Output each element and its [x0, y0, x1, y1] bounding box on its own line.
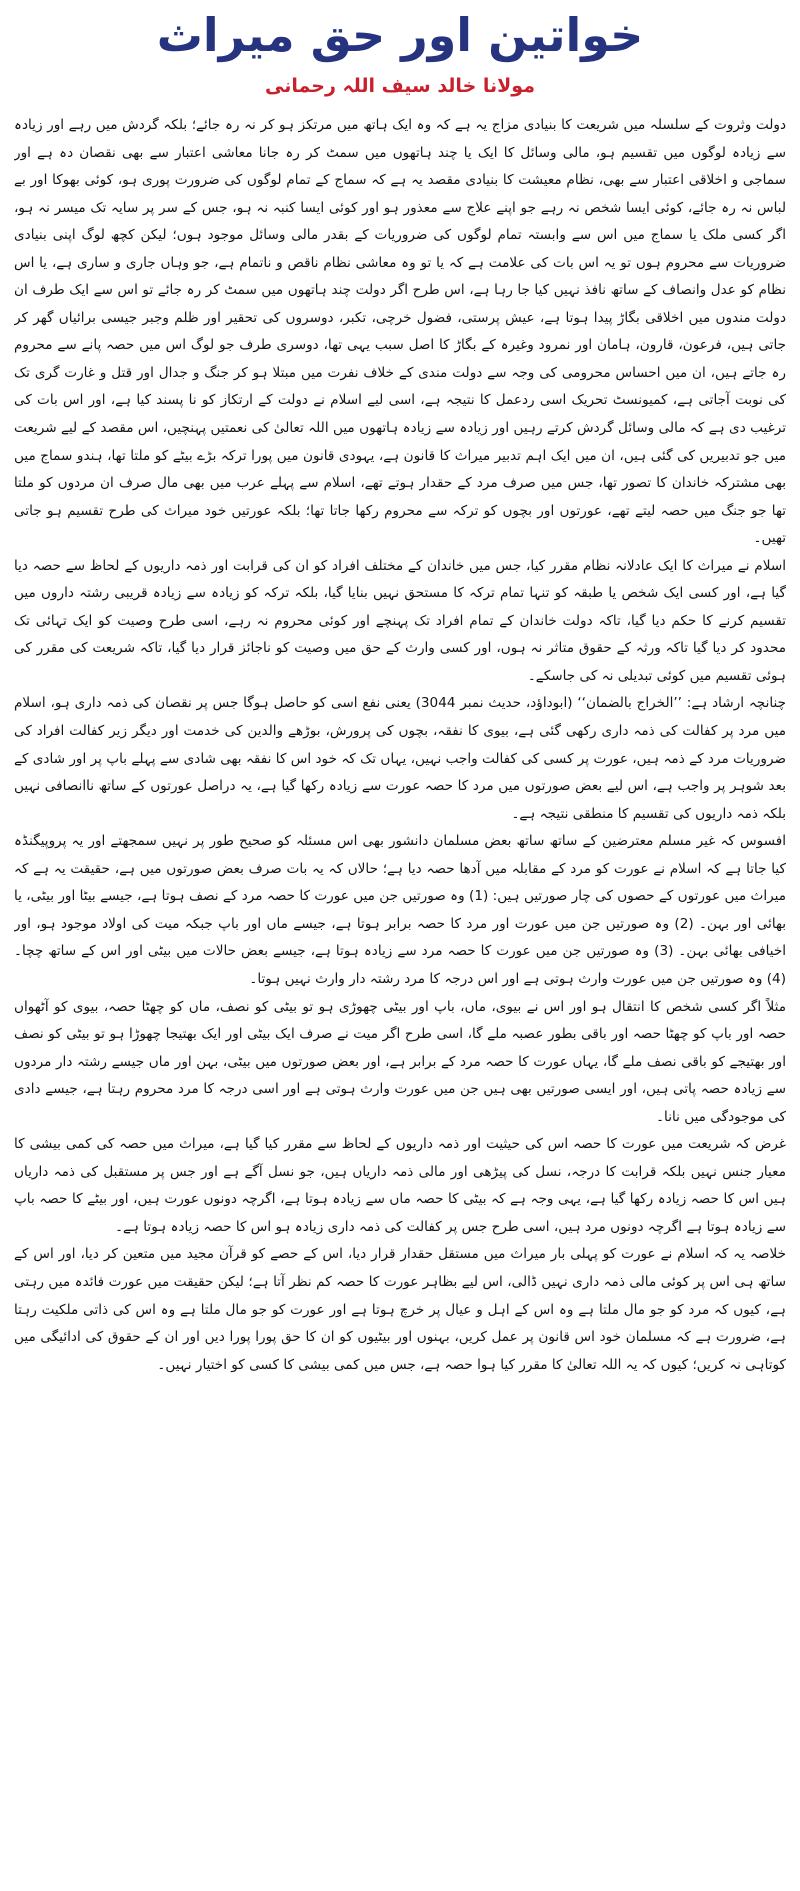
author-byline: مولانا خالد سیف اللہ رحمانی: [265, 75, 535, 97]
article-title: خواتین اور حق میراث: [156, 8, 644, 62]
article-paragraph: مثلاً اگر کسی شخص کا انتقال ہو اور اس نے بیوی، ماں، باپ اور بیٹی چھوڑی ہو تو بیٹی کو نصف، ماں کو چھٹا حصہ، بیوی کو آٹھواں حصہ اور باپ کو چھٹا حصہ اور باقی بطور عصبہ ملے گا، اسی طرح اگر میت نے صرف ایک بیٹی اور ایک بھتیجا چھوڑا ہو تو بیٹی کو نصف اور بھتیجے کو باقی نصف ملے گا، یہاں عورت کا حصہ مرد کے برابر ہے، اور بعض صورتوں میں بیٹی، بہن اور ماں جیسے رشتہ دار مردوں سے زیادہ حصہ پاتی ہیں، اور ایسی صورتیں بھی ہیں جن میں عورت وارث ہوتی ہے اور اسی درجہ کا مرد محروم رہتا ہے، جیسے دادی کی موجودگی میں نانا۔: [14, 998, 786, 1125]
article-paragraph: دولت وثروت کے سلسلہ میں شریعت کا بنیادی مزاج یہ ہے کہ وہ ایک ہاتھ میں مرتکز ہو کر نہ رہ جائے؛ بلکہ گردش میں رہے اور زیادہ سے زیادہ لوگوں میں تقسیم ہو، مالی وسائل کا ایک یا چند ہاتھوں میں سمٹ کر رہ جانا معاشی اعتبار سے بھی نقصان دہ ہے اور سماجی و اخلاقی اعتبار سے بھی، نظام معیشت کا بنیادی مقصد یہ ہے کہ سماج کے تمام لوگوں کی ضرورت پوری ہو، کوئی بھوکا اور بے لباس نہ رہ جائے، کوئی ایسا شخص نہ رہے جو اپنے علاج سے معذور ہو اور کوئی ایسا کنبہ نہ ہو، جس کے سر پر سایہ تک میسر نہ ہو، اگر کسی ملک یا سماج میں اس سے وابستہ تمام لوگوں کی ضروریات کے بقدر مالی وسائل موجود ہوں؛ لیکن کچھ لوگ اپنی بنیادی ضروریات سے محروم ہوں تو یہ اس بات کی علامت ہے کہ یا تو وہ معاشی نظام ناقص و ناتمام ہے، جو وہاں جاری و ساری ہے، یا اس نظام کو عدل وانصاف کے ساتھ نافذ نہیں کیا جا رہا ہے، اس طرح اگر دولت چند ہاتھوں میں سمٹ کر رہ جائے تو اس سے ایک طرف ان دولت مندوں میں اخلاقی بگاڑ پیدا ہوتا ہے، عیش پرستی، فضول خرچی، تکبر، دوسروں کی تحقیر اور ظلم وجبر جیسی برائیاں گھر کر جاتی ہیں، فرعون، قارون، ہامان اور نمرود وغیرہ کے بگاڑ کا اصل سبب یہی تھا، دوسری طرف جو لوگ اس میں حصہ پانے سے محروم رہ جاتے ہیں، ان میں احساس محرومی کی وجہ سے دولت مندی کے خلاف نفرت میں مبتلا ہو کر جنگ و جدال اور قتل و غارت گری تک کی نوبت آجاتی ہے، کمیونسٹ تحریک اسی ردعمل کا نتیجہ ہے، اسی لیے اسلام نے دولت کے ارتکاز کو نا پسند کیا ہے، اور اس بات کی ترغیب دی ہے کہ مالی وسائل گردش کرتے رہیں اور زیادہ سے زیادہ ہاتھوں میں اللہ تعالیٰ کی نعمتیں پہنچیں، اس مقصد کے لیے شریعت میں جو تدبیریں کی گئی ہیں، ان میں ایک اہم تدبیر میراث کا قانون ہے، یہودی قانون میں پورا ترکہ بڑے بیٹے کو ملتا تھا، ہندو سماج میں بھی مشترکہ خاندان کا تصور تھا، جس میں صرف مرد کے حقدار ہوتے تھے، اسلام سے پہلے عرب میں بھی مال صرف ان مردوں کو ملتا تھا جو جنگ میں حصہ لیتے تھے، عورتوں اور بچوں کو ترکہ سے محروم رکھا جاتا تھا؛ بلکہ عورتیں خود میراث کی طرح تقسیم ہو جاتی تھیں۔: [14, 117, 786, 547]
article-paragraph: چنانچہ ارشاد ہے: ’’الخراج بالضمان‘‘ (ابوداؤد، حدیث نمبر 3044) یعنی نفع اسی کو حاصل ہوگا جس پر نقصان کی ذمہ داری ہو، اسلام میں مرد پر کفالت کی ذمہ داری رکھی گئی ہے، بیوی کا نفقہ، بچوں کی پرورش، بوڑھے والدین کی خدمت اور دیگر زیر کفالت افراد کی ضروریات مرد کے ذمہ ہیں، عورت پر کسی کی کفالت واجب نہیں، یہاں تک کہ خود اس کا نفقہ بھی شادی سے پہلے باپ پر اور شادی کے بعد شوہر پر واجب ہے، اس لیے بعض صورتوں میں مرد کا حصہ عورت سے زیادہ رکھا گیا ہے، یہ دراصل عورتوں کے ساتھ ناانصافی نہیں بلکہ ذمہ داریوں کی تقسیم کا منطقی نتیجہ ہے۔: [14, 695, 786, 822]
article-paragraph: افسوس کہ غیر مسلم معترضین کے ساتھ ساتھ بعض مسلمان دانشور بھی اس مسئلہ کو صحیح طور پر نہیں سمجھتے اور یہ پروپیگنڈہ کیا جاتا ہے کہ اسلام نے عورت کو مرد کے مقابلہ میں آدھا حصہ دیا ہے؛ حالاں کہ یہ بات صرف بعض صورتوں میں ہے، حقیقت یہ ہے کہ میراث میں عورتوں کے حصوں کی چار صورتیں ہیں: (1) وہ صورتیں جن میں عورت کا حصہ مرد کے نصف ہوتا ہے، جیسے بیٹا اور بیٹی، یا بھائی اور بہن۔ (2) وہ صورتیں جن میں عورت اور مرد کا حصہ برابر ہوتا ہے، جیسے ماں اور باپ جبکہ میت کی اولاد موجود ہو، اور اخیافی بھائی بہن۔ (3) وہ صورتیں جن میں عورت کا حصہ مرد سے زیادہ ہوتا ہے، جیسے بعض حالات میں بیٹی اور اس کے ساتھ چچا۔ (4) وہ صورتیں جن میں عورت وارث ہوتی ہے اور اس درجہ کا مرد رشتہ دار وارث نہیں ہوتا۔: [14, 833, 786, 987]
article-body: [14, 112, 786, 1884]
article-paragraph: غرض کہ شریعت میں عورت کا حصہ اس کی حیثیت اور ذمہ داریوں کے لحاظ سے مقرر کیا گیا ہے، میراث میں حصہ کی کمی بیشی کا معیار جنس نہیں بلکہ قرابت کا درجہ، نسل کی پیڑھی اور مالی ذمہ داریاں ہیں، جو نسل آگے ہے اور جس پر مستقبل کی ذمہ داریاں ہیں اس کا حصہ زیادہ رکھا گیا ہے، یہی وجہ ہے کہ بیٹی کا حصہ ماں سے زیادہ ہوتا ہے، اگرچہ دونوں عورت ہیں، اور بیٹے کا حصہ باپ سے زیادہ ہوتا ہے اگرچہ دونوں مرد ہیں، اسی طرح جس پر کفالت کی ذمہ داری زیادہ ہو اس کا حصہ زیادہ ہوتا ہے۔: [14, 1136, 786, 1235]
article-paragraph: اسلام نے میراث کا ایک عادلانہ نظام مقرر کیا، جس میں خاندان کے مختلف افراد کو ان کی قرابت اور ذمہ داریوں کے لحاظ سے حصہ دیا گیا ہے، اور کسی ایک شخص یا طبقہ کو تنہا تمام ترکہ کا مستحق نہیں بنایا گیا، بلکہ ترکہ کو زیادہ سے زیادہ قریبی رشتہ داروں میں تقسیم کرنے کا حکم دیا گیا، تاکہ دولت خاندان کے تمام افراد تک پہنچے اور کوئی محروم نہ رہے، اسی طرح وصیت کو ایک تہائی تک محدود کر دیا گیا تاکہ ورثہ کے حقوق متاثر نہ ہوں، اور کسی وارث کے حق میں وصیت کو ناجائز قرار دیا گیا، تاکہ شریعت کی مقرر کی ہوئی تقسیم میں کوئی تبدیلی نہ کی جاسکے۔: [14, 557, 786, 684]
article-paragraph: خلاصہ یہ کہ اسلام نے عورت کو پہلی بار میراث میں مستقل حقدار قرار دیا، اس کے حصے کو قرآن مجید میں متعین کر دیا، اور اس کے ساتھ ہی اس پر کوئی مالی ذمہ داری نہیں ڈالی، اس لیے بظاہر عورت کا حصہ کم نظر آتا ہے؛ لیکن حقیقت میں عورت فائدہ میں رہتی ہے، کیوں کہ مرد کو جو مال ملتا ہے وہ اس کے اہل و عیال پر خرچ ہوتا ہے اور عورت کو جو مال ملتا ہے وہ اس کی ذاتی ملکیت رہتا ہے، ضرورت ہے کہ مسلمان خود اس قانون پر عمل کریں، بہنوں اور بیٹیوں کو ان کا حق پورا پورا دیں اور ان کے حقوق کی ادائیگی میں کوتاہی نہ کریں؛ کیوں کہ یہ اللہ تعالیٰ کا مقرر کیا ہوا حصہ ہے، جس میں کمی بیشی کا کسی کو اختیار نہیں۔: [14, 1246, 786, 1373]
